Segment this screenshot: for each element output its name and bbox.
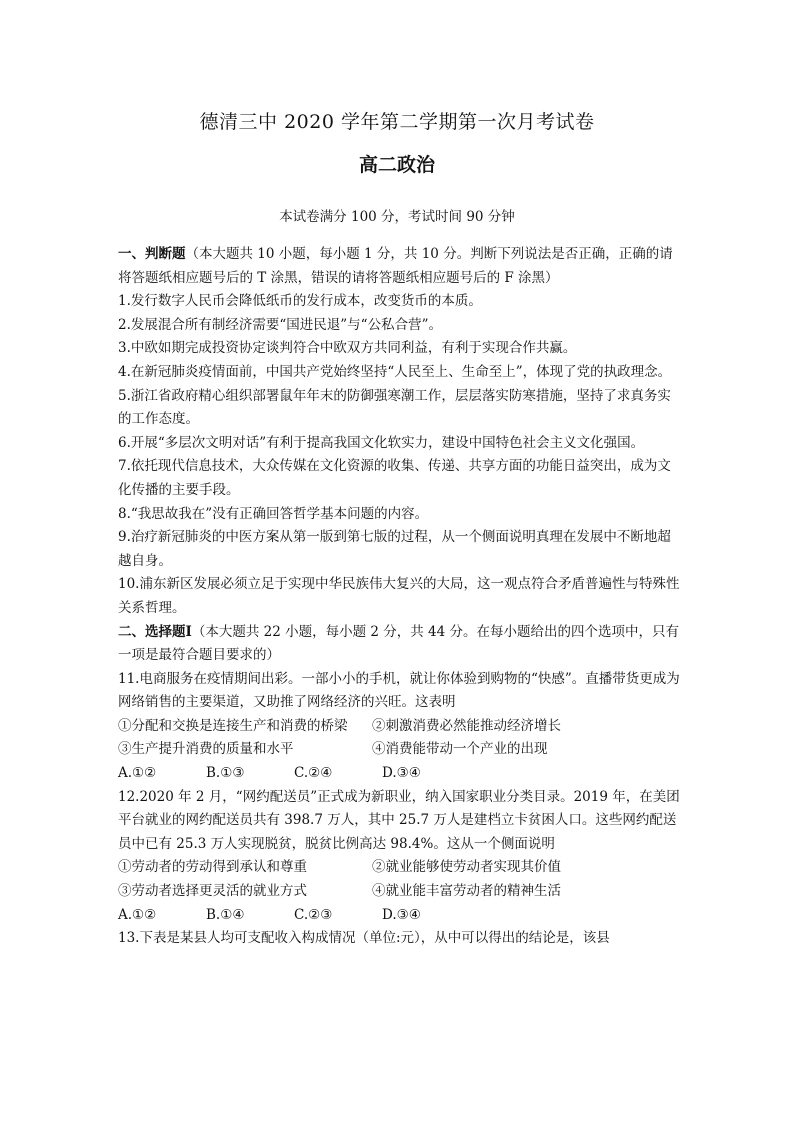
q12-answer-d: D.③④ — [382, 906, 421, 923]
q11-answer-c: C.②④ — [294, 765, 333, 782]
judgement-item: 6.开展“多层次文明对话”有利于提高我国文化软实力，建设中国特色社会主义文化强国。 — [118, 434, 645, 451]
q11-answer-b: B.①③ — [206, 765, 245, 782]
q12-option-4: ④就业能丰富劳动者的精神生活 — [372, 883, 561, 900]
section1-header — [118, 243, 684, 290]
q12-options-row2 — [118, 880, 684, 904]
q12-answer-a: A.①② — [118, 906, 157, 923]
judgement-item: 4.在新冠肺炎疫情面前，中国共产党始终坚持“人民至上、生命至上”，体现了党的执政理念。 — [118, 363, 672, 380]
judgement-item: 7.依托现代信息技术，大众传媒在文化资源的收集、传递、共享方面的功能日益突出，成为文化传播的主要手段。 — [118, 458, 671, 498]
q11-options-row1 — [118, 715, 684, 739]
q13-stem: 13.下表是某县人均可支配收入构成情况（单位:元），从中可以得出的结论是，该县 — [118, 930, 610, 947]
q11-stem: 11.电商服务在疫情期间出彩。一部小小的手机，就让你体验到购物的“快感”。直播带货更成为网络销售的主要渠道，又助推了网络经济的兴旺。这表明 — [118, 670, 680, 711]
q11-answers — [118, 762, 684, 786]
q11-option-1: ①分配和交换是连接生产和消费的桥梁 — [118, 717, 348, 734]
judgement-item: 1.发行数字人民币会降低纸币的发行成本，改变货币的本质。 — [118, 293, 482, 310]
exam-title: 德清三中 2020 学年第二学期第一次月考试卷 — [199, 111, 595, 133]
section1-desc: （本大题共 10 小题，每小题 1 分，共 10 分。判断下列说法是否正确，正确的请将答题纸相应题号后的 T 涂黑，错误的请将答题纸相应题号后的 F 涂黑） — [118, 246, 673, 286]
q12-option-1: ①劳动者的劳动得到承认和尊重 — [118, 859, 307, 876]
judgement-item: 8.“我思故我在”没有正确回答哲学基本问题的内容。 — [118, 505, 429, 522]
q11-answer-a: A.①② — [118, 765, 157, 782]
exam-body — [118, 243, 684, 951]
q12-options-row1 — [118, 856, 684, 880]
q11-options-row2 — [118, 738, 684, 762]
q12-option-3: ③劳动者选择更灵活的就业方式 — [118, 883, 307, 900]
q12-answer-b: B.①④ — [206, 906, 245, 923]
q11-option-3: ③生产提升消费的质量和水平 — [118, 741, 294, 758]
section1-heading: 一、判断题 — [118, 246, 186, 262]
q12-stem: 12.2020 年 2 月，“网约配送员”正式成为新职业，纳入国家职业分类目录。2019 年，在美团平台就业的网约配送员共有 398.7 万人，其中 25.7 万人是建档立卡贫困人口。这些网约配送员中已有 25.3 万人实现脱贫，脱贫比例高达 98.4%。这从一个侧面说明 — [118, 788, 680, 852]
judgement-item: 3.中欧如期完成投资协定谈判符合中欧双方共同利益，有利于实现合作共赢。 — [118, 340, 577, 357]
q11-option-2: ②刺激消费必然能推动经济增长 — [372, 717, 561, 734]
section2-header — [118, 621, 684, 668]
q12-option-2: ②就业能够使劳动者实现其价值 — [372, 859, 561, 876]
judgement-item: 2.发展混合所有制经济需要“国进民退”与“公私合营”。 — [118, 316, 442, 333]
section2-heading: 二、选择题Ⅰ — [118, 623, 192, 640]
q11-option-4: ④消费能带动一个产业的出现 — [372, 741, 548, 758]
exam-info: 本试卷满分 100 分，考试时间 90 分钟 — [279, 209, 515, 225]
exam-subject: 高二政治 — [358, 154, 435, 176]
q11-answer-d: D.③④ — [382, 765, 421, 782]
judgement-item: 5.浙江省政府精心组织部署鼠年年末的防御强寒潮工作，层层落实防寒措施，坚持了求真务实的工作态度。 — [118, 387, 671, 428]
q12-answers — [118, 904, 684, 928]
q12-answer-c: C.②③ — [294, 906, 333, 923]
judgement-item: 9.治疗新冠肺炎的中医方案从第一版到第七版的过程，从一个侧面说明真理在发展中不断地超越自身。 — [118, 529, 671, 569]
section2-desc: （本大题共 22 小题，每小题 2 分，共 44 分。在每小题给出的四个选项中，只有一项是最符合题目要求的） — [118, 623, 680, 664]
judgement-item: 10.浦东新区发展必须立足于实现中华民族伟大复兴的大局，这一观点符合矛盾普遍性与特殊性关系哲理。 — [118, 576, 680, 616]
